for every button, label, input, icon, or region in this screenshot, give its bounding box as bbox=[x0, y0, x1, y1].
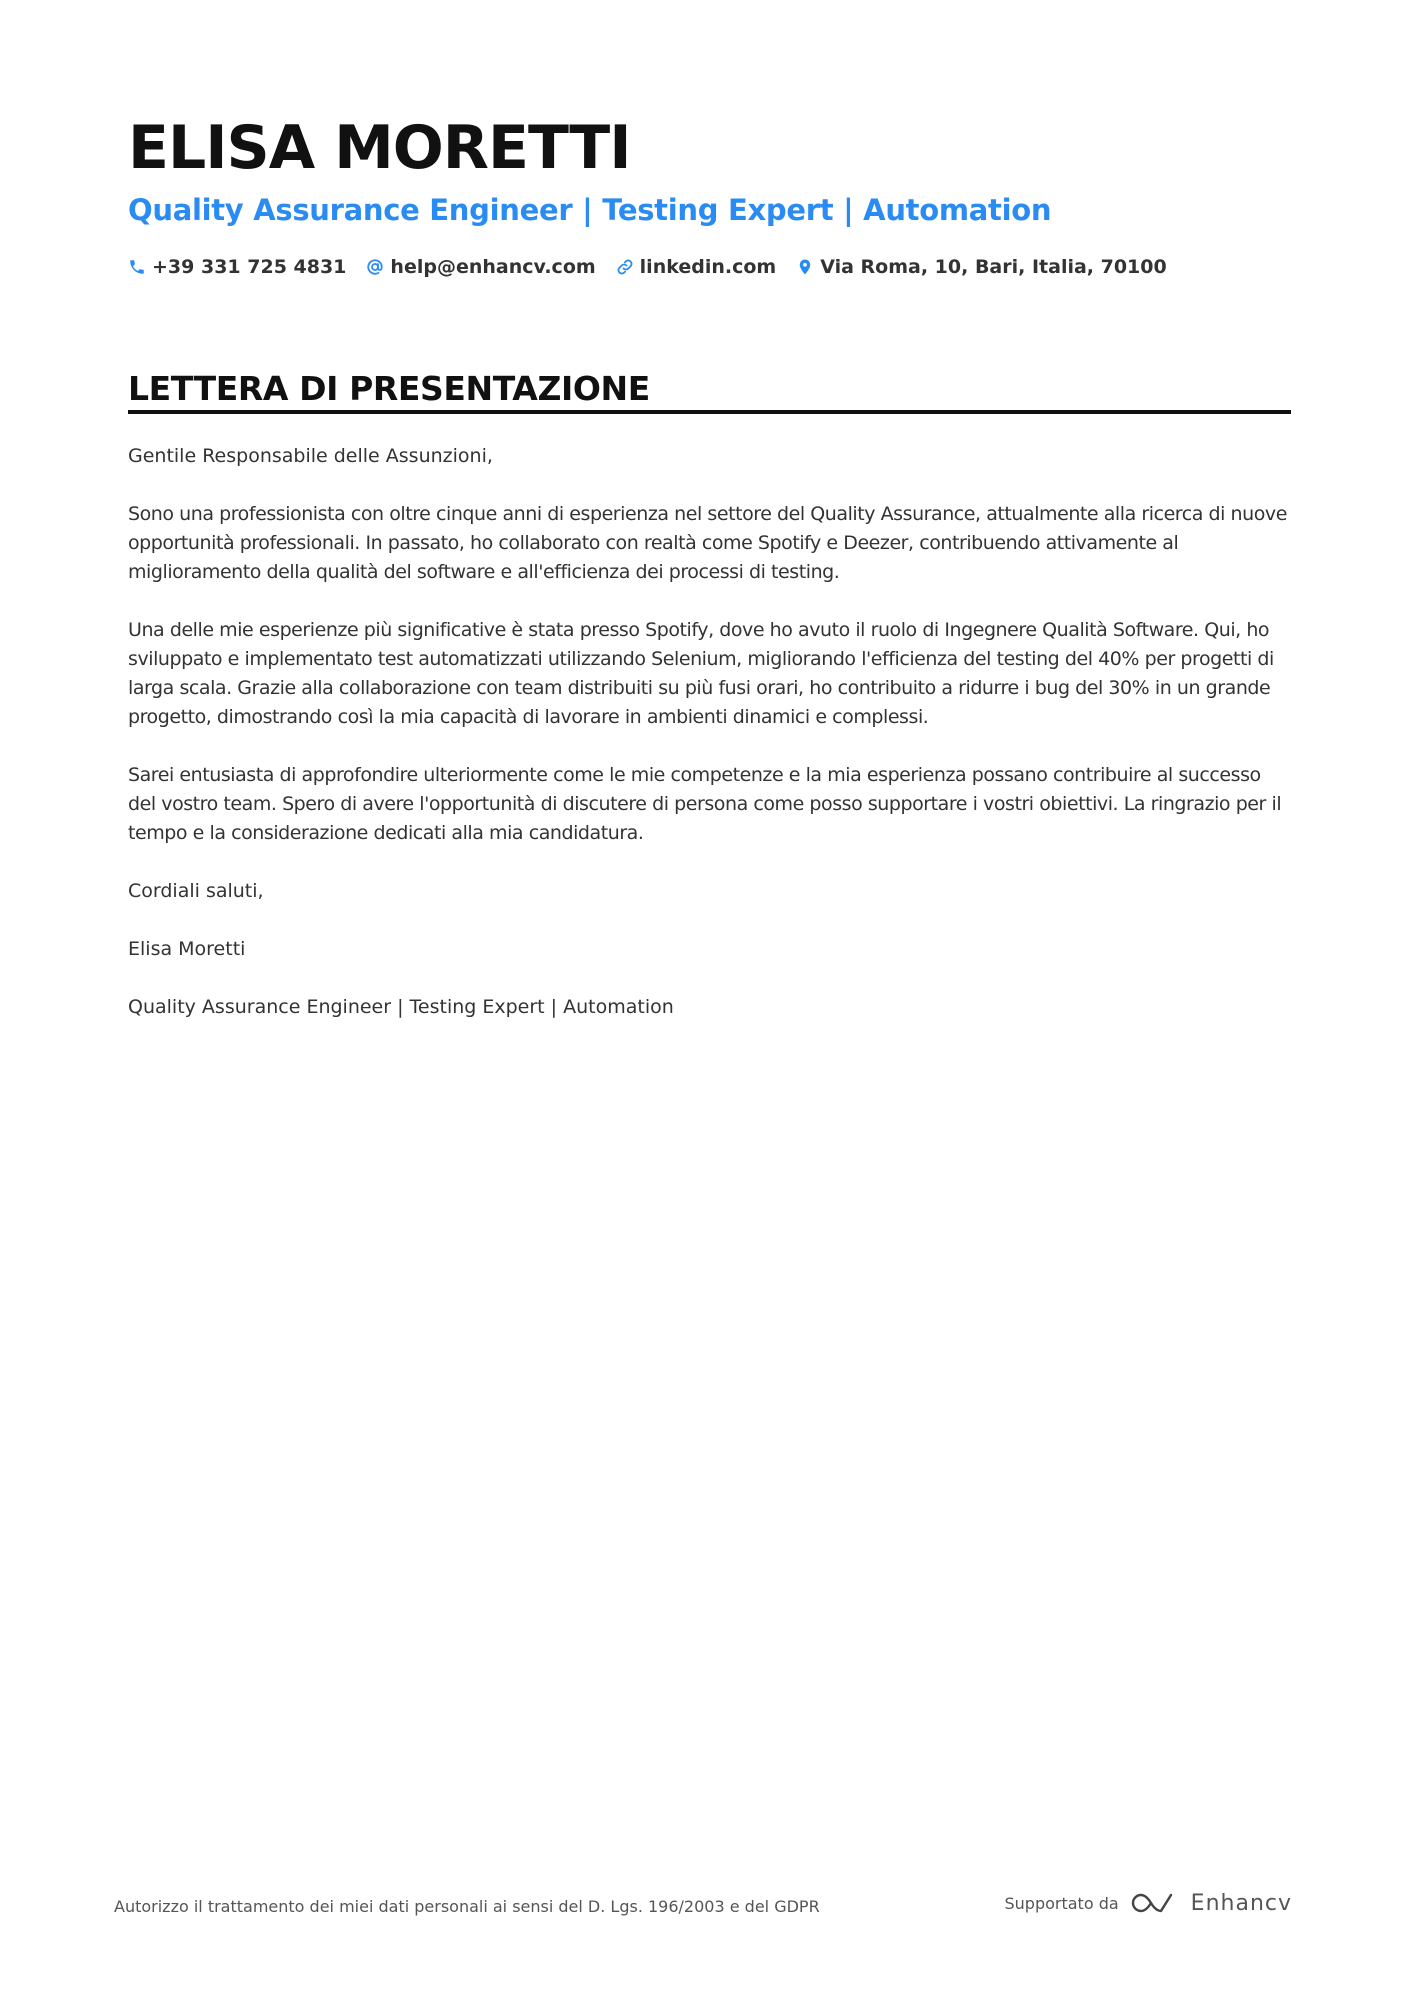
candidate-name: ELISA MORETTI bbox=[128, 113, 631, 183]
enhancv-brand-name: Enhancv bbox=[1190, 1890, 1292, 1916]
section-title: LETTERA DI PRESENTAZIONE bbox=[128, 369, 650, 408]
letter-paragraph: Sono una professionista con oltre cinque anni di esperienza nel settore del Quality Assurance, attualmente alla ricerca di nuove opportunità professionali. In passato, ho collaborato con realtà come Spotify e Deezer, contribuendo attivamente al miglioramento della qualità del software e all'efficienza dei processi di testing. bbox=[128, 503, 1287, 583]
contact-email[interactable] bbox=[366, 253, 595, 281]
section-divider bbox=[128, 410, 1291, 414]
signature-name: Elisa Moretti bbox=[128, 938, 246, 960]
contact-location bbox=[796, 253, 1167, 281]
address: Via Roma, 10, Bari, Italia, 70100 bbox=[820, 256, 1167, 278]
letter-closing: Cordiali saluti, bbox=[128, 880, 264, 902]
linkedin-link: linkedin.com bbox=[639, 256, 777, 278]
contact-phone[interactable] bbox=[128, 253, 346, 281]
enhancv-logo-icon bbox=[1131, 1890, 1177, 1916]
link-icon bbox=[616, 258, 634, 276]
letter-body bbox=[128, 442, 1291, 1051]
powered-by[interactable] bbox=[1005, 1890, 1293, 1916]
phone-number: +39 331 725 4831 bbox=[152, 256, 347, 278]
signature-title: Quality Assurance Engineer | Testing Expert | Automation bbox=[128, 996, 674, 1018]
contact-bar bbox=[128, 253, 1187, 281]
letter-paragraph: Sarei entusiasta di approfondire ulteriormente come le mie competenze e la mia esperienza possano contribuire al successo del vostro team. Spero di avere l'opportunità di discutere di persona come posso supportare i vostri obiettivi. La ringrazio per il tempo e la considerazione dedicati alla mia candidatura. bbox=[128, 764, 1282, 844]
at-icon bbox=[366, 258, 384, 276]
location-pin-icon bbox=[796, 258, 814, 276]
letter-paragraph: Una delle mie esperienze più significative è stata presso Spotify, dove ho avuto il ruolo di Ingegnere Qualità Software. Qui, ho sviluppato e implementato test automatizzati utilizzando Selenium, migliorando l'efficienza del testing del 40% per progetti di larga scala. Grazie alla collaborazione con team distribuiti su più fusi orari, ho contribuito a ridurre i bug del 30% in un grande progetto, dimostrando così la mia capacità di lavorare in ambienti dinamici e complessi. bbox=[128, 619, 1274, 728]
email-address: help@enhancv.com bbox=[390, 256, 596, 278]
phone-icon bbox=[128, 258, 146, 276]
letter-greeting: Gentile Responsabile delle Assunzioni, bbox=[128, 445, 493, 467]
contact-linkedin[interactable] bbox=[616, 253, 777, 281]
privacy-consent: Autorizzo il trattamento dei miei dati personali ai sensi del D. Lgs. 196/2003 e del GDPR bbox=[114, 1897, 820, 1916]
candidate-headline: Quality Assurance Engineer | Testing Expert | Automation bbox=[128, 193, 1052, 227]
powered-by-label: Supportato da bbox=[1004, 1893, 1119, 1913]
